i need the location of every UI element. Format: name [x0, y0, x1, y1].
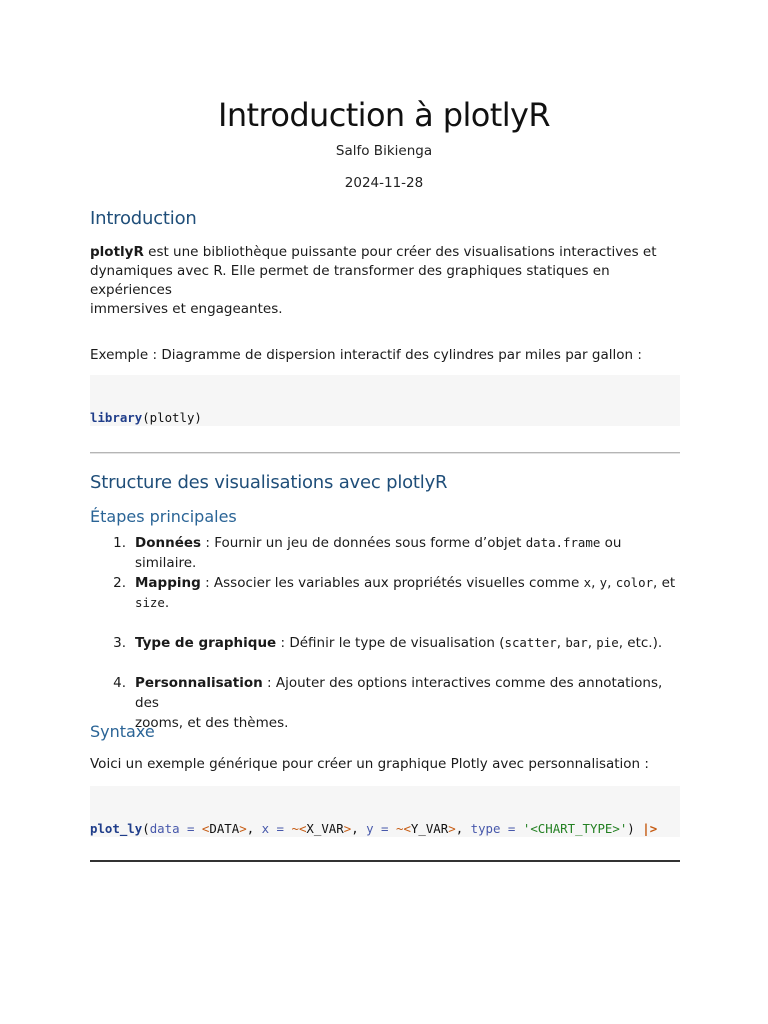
code-token: = — [373, 821, 396, 836]
list-item — [110, 573, 680, 613]
code-token: = — [500, 821, 523, 836]
intro-line-2: dynamiques avec R. Elle permet de transformer des graphiques statiques en expériences — [90, 263, 610, 298]
list-number: 1. — [113, 535, 126, 551]
list-item-text: , — [607, 575, 616, 591]
intro-bold-term: plotlyR — [90, 244, 144, 260]
code-token: type — [470, 821, 501, 836]
code-token: > — [343, 821, 352, 836]
section-heading-structure: Structure des visualisations avec plotlyR — [90, 472, 448, 493]
list-item-term: Type de graphique — [135, 635, 277, 651]
code-token: , — [455, 821, 471, 836]
code-token: = — [269, 821, 292, 836]
list-item-text: , etc.). — [618, 635, 663, 651]
list-item-text: , et — [653, 575, 676, 591]
inline-code: scatter — [504, 635, 557, 650]
code-token: |> — [642, 821, 658, 836]
list-item — [110, 673, 680, 731]
section-heading-introduction: Introduction — [90, 208, 197, 229]
list-item-text: , — [556, 635, 566, 651]
code-token: = — [179, 821, 202, 836]
list-item-term: Personnalisation — [135, 675, 263, 691]
code-token: ~ — [291, 821, 299, 836]
list-number: 4. — [113, 675, 126, 691]
code-token: < — [403, 821, 411, 836]
inline-code: pie — [596, 635, 619, 650]
intro-line-3: immersives et engageantes. — [90, 301, 283, 317]
list-item-text: . — [164, 595, 170, 611]
list-item-term: Données — [135, 535, 202, 551]
syntax-intro: Voici un exemple générique pour créer un graphique Plotly avec personnalisation : — [90, 756, 649, 772]
code-token: < — [298, 821, 307, 836]
inline-code: bar — [565, 635, 588, 650]
list-item-text: , — [587, 635, 597, 651]
code-block-syntax — [90, 786, 680, 837]
code-token: , — [351, 821, 367, 836]
list-item-text: : Ajouter des options interactives comme des annotations, des — [135, 675, 663, 711]
author: Salfo Bikienga — [335, 143, 433, 159]
inline-code: data.frame — [525, 535, 601, 550]
list-item-text: zooms, et des thèmes. — [135, 715, 289, 731]
list-number: 2. — [113, 575, 126, 591]
code-token: x — [261, 821, 270, 836]
code-token: , — [246, 821, 262, 836]
code-token: X_VAR — [306, 821, 344, 836]
subheading-steps: Étapes principales — [90, 507, 237, 526]
intro-line-1: est une bibliothèque puissante pour créer des visualisations interactives et — [143, 244, 657, 260]
list-item — [110, 533, 680, 571]
code-token: library — [90, 410, 143, 425]
code-token: '<CHART_TYPE>' — [522, 821, 628, 836]
code-token: Y_VAR — [410, 821, 449, 836]
inline-code: x — [583, 575, 592, 590]
list-item-term: Mapping — [135, 575, 201, 591]
list-item-text: : Fournir un jeu de données sous forme d’objet — [201, 535, 526, 551]
section-divider — [90, 860, 680, 862]
section-divider — [90, 452, 680, 454]
code-token: data — [149, 821, 180, 836]
list-item-text: ou similaire. — [135, 535, 622, 571]
code-token: ~ — [395, 821, 404, 836]
code-token: > — [239, 821, 247, 836]
code-token: y — [366, 821, 374, 836]
code-token: plot_ly — [90, 821, 143, 836]
document-title: Introduction à plotlyR — [218, 96, 550, 134]
list-item — [110, 633, 680, 653]
inline-code: color — [615, 575, 654, 590]
code-token: > — [448, 821, 456, 836]
code-token: ( — [142, 821, 150, 836]
code-token: DATA — [209, 821, 240, 836]
list-item-text: : Définir le type de visualisation ( — [276, 635, 505, 651]
list-item-text: : Associer les variables aux propriétés visuelles comme — [200, 575, 584, 591]
inline-code: size — [135, 595, 165, 610]
code-token: (plotly) — [142, 410, 202, 425]
code-block-example — [90, 375, 680, 426]
code-token: < — [201, 821, 210, 836]
list-item-text: , — [591, 575, 600, 591]
list-number: 3. — [113, 635, 126, 651]
subheading-syntax: Syntaxe — [90, 722, 155, 741]
date: 2024-11-28 — [344, 175, 424, 191]
code-token: ) — [627, 821, 635, 836]
example-label: Exemple : Diagramme de dispersion interactif des cylindres par miles par gallon : — [90, 347, 642, 363]
inline-code: y — [599, 575, 608, 590]
intro-paragraph — [90, 243, 680, 319]
